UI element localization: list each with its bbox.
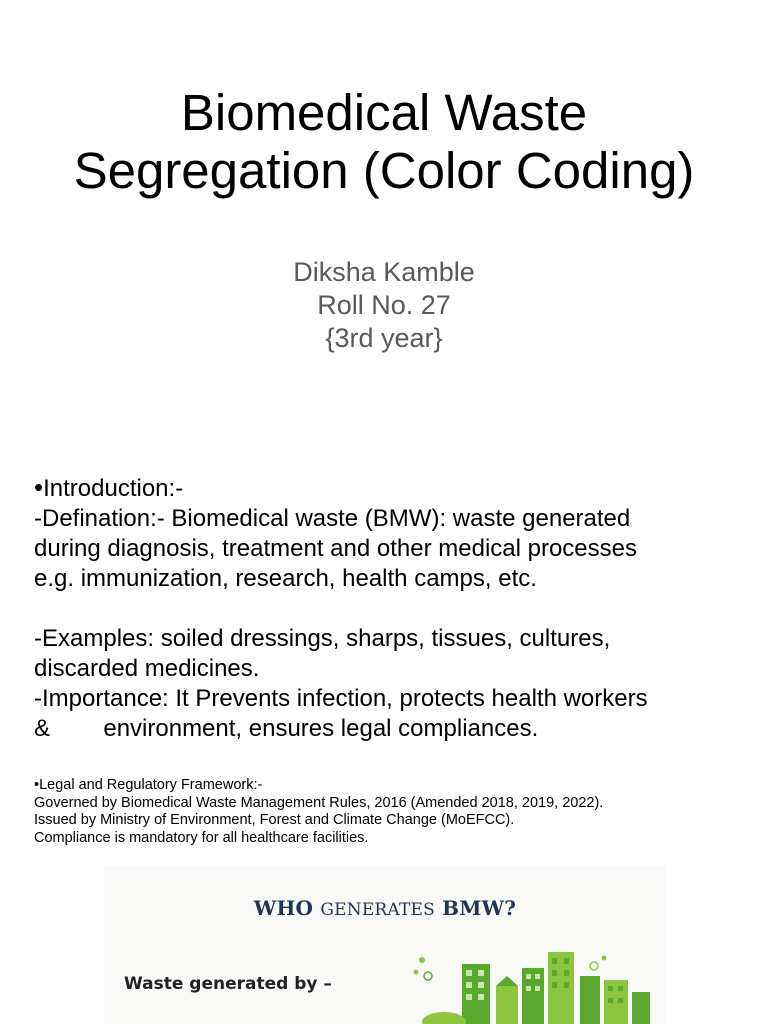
year: {3rd year} — [325, 323, 443, 353]
definition-line: during diagnosis, treatment and other medical processes — [34, 535, 637, 562]
importance-line: & environment, ensures legal compliances. — [34, 715, 539, 742]
intro-heading — [34, 472, 754, 504]
spacer — [34, 594, 754, 624]
roll-number: Roll No. 27 — [317, 290, 451, 320]
author-name: Diksha Kamble — [293, 257, 475, 287]
heading-who: WHO — [253, 896, 314, 920]
heading-bmw: BMW? — [442, 896, 517, 920]
heading-generates: GENERATES — [320, 900, 435, 920]
legal-line: Issued by Ministry of Environment, Forest and Climate Change (MoEFCC). — [34, 812, 515, 828]
legal-heading: •Legal and Regulatory Framework:- — [34, 777, 263, 793]
legal-line: Governed by Biomedical Waste Management Rules, 2016 (Amended 2018, 2019, 2022). — [34, 794, 604, 811]
definition-line: e.g. immunization, research, health camps, etc. — [34, 565, 537, 592]
definition-line: -Defination:- Biomedical waste (BMW): waste generated — [34, 505, 631, 532]
examples-line: discarded medicines. — [34, 655, 260, 682]
slide-subtitle — [0, 256, 768, 355]
image-subtext: Waste generated by – — [124, 974, 332, 994]
title-line-1: Biomedical Waste — [180, 84, 588, 141]
who-generates-bmw-image — [104, 866, 666, 1024]
intro-heading-text: Introduction:- — [43, 475, 184, 502]
green-buildings-icon — [404, 946, 666, 1024]
importance-line: -Importance: It Prevents infection, protects health workers — [34, 685, 648, 712]
introduction-section — [34, 472, 754, 744]
slide-title — [0, 84, 768, 200]
title-line-2: Segregation (Color Coding) — [73, 142, 695, 199]
bullet-icon: • — [34, 472, 44, 502]
legal-framework-section — [34, 777, 754, 847]
legal-line: Compliance is mandatory for all healthcare facilities. — [34, 829, 369, 846]
examples-line: -Examples: soiled dressings, sharps, tissues, cultures, — [34, 625, 611, 652]
image-heading — [104, 896, 666, 920]
